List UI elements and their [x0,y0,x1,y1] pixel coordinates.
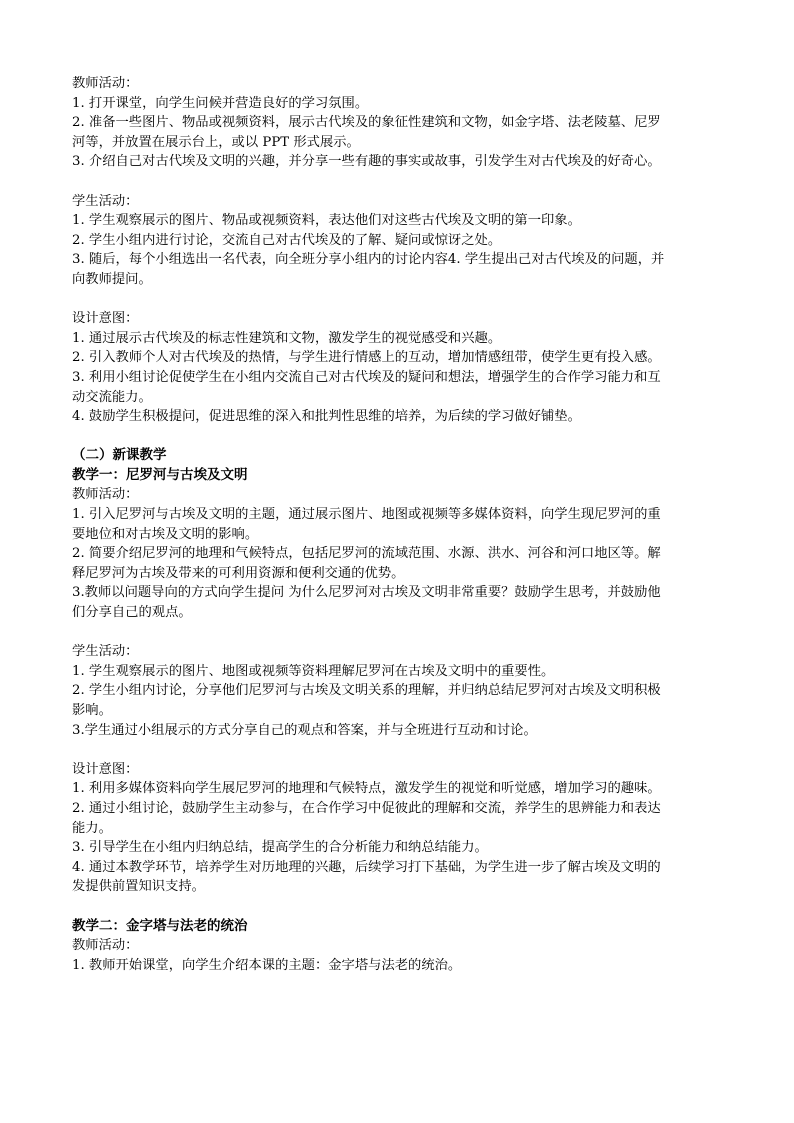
paragraph-line: 3. 利用小组讨论促使学生在小组内交流自己对古代埃及的疑问和想法，增强学生的合作学习能力和互 [72,369,661,385]
paragraph-line: 2. 通过小组讨论，鼓励学生主动参与，在合作学习中促彼此的理解和交流，养学生的思辨能力和表达 [72,800,661,816]
paragraph-line: 向教师提问。 [72,271,152,287]
spacer [72,172,724,192]
lesson-heading: 教学一：尼罗河与古埃及文明 [72,466,248,483]
paragraph-line: 3. 随后，每个小组选出一名代表，向全班分享小组内的讨论内容4. 学生提出己对古代埃及的问题，并 [72,252,665,268]
teacher-activity-label: 教师活动： [72,487,139,503]
paragraph-line: 2. 简要介绍尼罗河的地理和气候特点，包括尼罗河的流域范围、水源、洪水、河谷和河口地区等。解 [72,546,661,562]
paragraph-line: 1. 通过展示古代埃及的标志性建筑和文物，激发学生的视觉感受和兴趣。 [72,330,502,346]
lesson-heading: 教学二：金字塔与法老的统治 [72,917,248,934]
spacer [72,897,724,917]
paragraph-line: 1. 利用多媒体资料向学生展尼罗河的地理和气候特点，激发学生的视觉和听觉感，增加学习的趣味。 [72,781,661,797]
spacer [72,427,724,447]
paragraph-line: 动交流能力。 [72,389,152,405]
teacher-activity-label: 教师活动： [72,938,139,954]
paragraph-line: 1. 学生观察展示的图片、物品或视频资料，表达他们对这些古代埃及文明的第一印象。 [72,213,581,229]
student-activity-label: 学生活动： [72,644,139,660]
paragraph-line: 1. 打开课堂，向学生问候并营造良好的学习氛围。 [72,95,369,111]
paragraph-line: 河等，并放置在展示台上，或以 PPT 形式展示。 [72,134,360,150]
paragraph-line: 4. 鼓励学生积极提问，促进思维的深入和批判性思维的培养，为后续的学习做好铺垫。 [72,409,581,425]
paragraph-line: 2. 学生小组内进行讨论，交流自己对古代埃及的了解、疑问或惊讶之处。 [72,232,502,248]
paragraph-line: 们分享自己的观点。 [72,605,192,621]
spacer [72,623,724,643]
paragraph-line: 3. 介绍自己对古代埃及文明的兴趣，并分享一些有趣的事实或故事，引发学生对古代埃及的好奇心。 [72,154,661,170]
paragraph-line: 2. 准备一些图片、物品或视频资料，展示古代埃及的象征性建筑和文物，如金字塔、法老陵墓、尼罗 [72,115,661,131]
student-activity-label: 学生活动： [72,193,139,209]
paragraph-line: 1. 教师开始课堂，向学生介绍本课的主题：金字塔与法老的统治。 [72,957,462,973]
paragraph-line: 2. 学生小组内讨论，分享他们尼罗河与古埃及文明关系的理解，并归纳总结尼罗河对古埃及文明积极 [72,683,661,699]
paragraph-line: 影响。 [72,703,112,718]
spacer [72,290,724,310]
paragraph-line: 能力。 [72,820,112,836]
paragraph-line: 3.教师以问题导向的方式向学生提问 为什么尼罗河对古埃及文明非常重要？鼓励学生思考，并鼓励他 [72,585,661,601]
paragraph-line: 3.学生通过小组展示的方式分享自己的观点和答案，并与全班进行互动和讨论。 [72,722,537,738]
paragraph-line: 3. 引导学生在小组内归纳总结，提高学生的合分析能力和纳总结能力。 [72,840,488,856]
design-intent-label: 设计意图： [72,311,139,327]
paragraph-line: 要地位和对古埃及文明的影响。 [72,526,259,542]
design-intent-label: 设计意图： [72,761,139,777]
paragraph-line: 发提供前置知识支持。 [72,879,205,895]
section-heading: （二）新课教学 [72,447,167,464]
document-page [72,74,724,975]
paragraph-line: 2. 引入教师个人对古代埃及的热情，与学生进行情感上的互动，增加情感纽带，使学生更有投入感。 [72,350,661,366]
paragraph-line: 1. 引入尼罗河与古埃及文明的主题，通过展示图片、地图或视频等多媒体资料，向学生现尼罗河的重 [72,507,661,523]
paragraph-line: 释尼罗河为古埃及带来的可利用资源和便利交通的优势。 [72,565,405,581]
paragraph-line: 1. 学生观察展示的图片、地图或视频等资料理解尼罗河在古埃及文明中的重要性。 [72,663,555,679]
paragraph-line: 4. 通过本教学环节，培养学生对历地理的兴趣，后续学习打下基础，为学生进一步了解古埃及文明的 [72,859,661,875]
spacer [72,740,724,760]
teacher-activity-label: 教师活动： [72,76,139,91]
